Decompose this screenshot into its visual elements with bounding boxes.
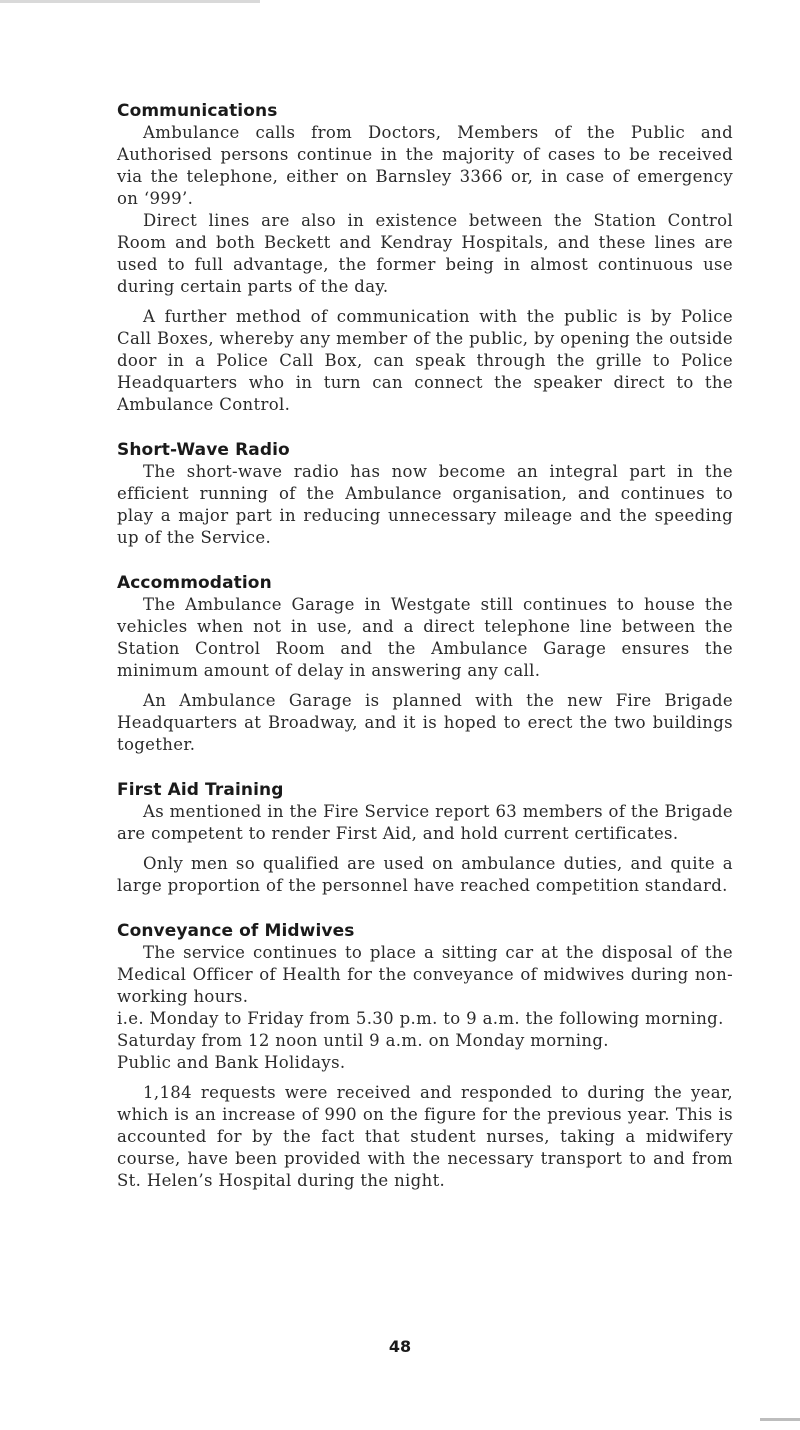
section-heading: Accommodation: [117, 573, 272, 593]
schedule-line: Saturday from 12 noon until 9 a.m. on Monday morning.: [117, 1031, 609, 1050]
paragraph: A further method of communication with the public is by Police Call Boxes, whereby any member of the public, by opening the outside door in a Police Call Box, can speak through the grille to Police Headquarters who in turn can connect the speaker direct to the Ambulance Control.: [117, 307, 733, 414]
section-first-aid-training: [117, 779, 733, 897]
section-heading: Short-Wave Radio: [117, 440, 290, 460]
paragraph: 1,184 requests were received and responded to during the year, which is an increase of 990 on the figure for the previous year. This is accounted for by the fact that student nurses, taking a midwifery course, have been provided with the necessary transport to and from St. Helen’s Hospital during the night.: [117, 1083, 733, 1190]
paragraph: Only men so qualified are used on ambulance duties, and quite a large proportion of the personnel have reached competition standard.: [117, 854, 733, 895]
section-heading: First Aid Training: [117, 780, 284, 800]
schedule-line: Public and Bank Holidays.: [117, 1053, 346, 1072]
section-heading: Communications: [117, 101, 278, 121]
scan-edge-mark: [0, 0, 260, 3]
section-accommodation: [117, 572, 733, 756]
section-heading: Conveyance of Midwives: [117, 921, 355, 941]
page-content: [117, 100, 733, 1215]
schedule-line: i.e. Monday to Friday from 5.30 p.m. to 9 a.m. the following morning.: [117, 1009, 724, 1028]
paragraph: An Ambulance Garage is planned with the new Fire Brigade Headquarters at Broadway, and it is hoped to erect the two buildings together.: [117, 691, 733, 754]
paragraph: The short-wave radio has now become an integral part in the efficient running of the Ambulance organisation, and continues to play a major part in reducing unnecessary mileage and the speeding up of the Service.: [117, 462, 733, 547]
paragraph: The Ambulance Garage in Westgate still continues to house the vehicles when not in use, and a direct telephone line between the Station Control Room and the Ambulance Garage ensures the minimum amount of delay in answering any call.: [117, 595, 733, 680]
section-communications: [117, 100, 733, 416]
paragraph: As mentioned in the Fire Service report 63 members of the Brigade are competent to render First Aid, and hold current certificates.: [117, 802, 734, 843]
scan-edge-mark: [760, 1418, 800, 1421]
section-short-wave-radio: [117, 439, 733, 549]
paragraph: Ambulance calls from Doctors, Members of the Public and Authorised persons continue in the majority of cases to be received via the telephone, either on Barnsley 3366 or, in case of emergency on ‘999’.: [117, 123, 733, 208]
page-number: 48: [388, 1337, 412, 1356]
section-conveyance-of-midwives: [117, 920, 733, 1192]
paragraph: Direct lines are also in existence between the Station Control Room and both Beckett and Kendray Hospitals, and these lines are used to full advantage, the former being in almost continuous use during certain parts of the day.: [117, 211, 733, 296]
paragraph: The service continues to place a sitting car at the disposal of the Medical Officer of Health for the conveyance of midwives during non-working hours.: [117, 943, 733, 1006]
